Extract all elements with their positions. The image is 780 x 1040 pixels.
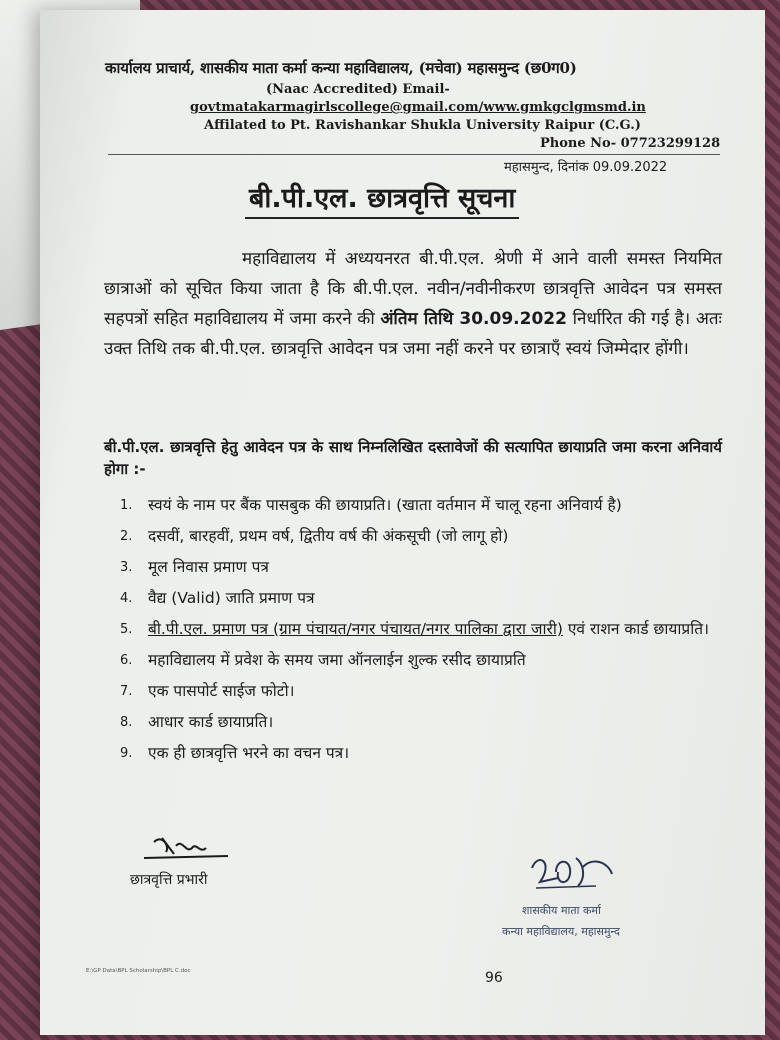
list-item: 2. दसवीं, बारहवीं, प्रथम वर्ष, द्वितीय वर्ष की अंकसूची (जो लागू हो) <box>120 527 509 545</box>
notice-paragraph <box>104 244 722 364</box>
place-date: महासमुन्द, दिनांक 09.09.2022 <box>504 160 668 175</box>
list-item: 5. बी.पी.एल. प्रमाण पत्र (ग्राम पंचायत/नगर पंचायत/नगर पालिका द्वारा जारी) एवं राशन कार्ड छायाप्रति। <box>120 620 709 638</box>
scholarship-incharge-signature <box>140 828 230 864</box>
documents-instruction: बी.पी.एल. छात्रवृत्ति हेतु आवेदन पत्र के साथ निम्नलिखित दस्तावेजों की सत्यापित छायाप्रति जमा करना अनिवार्य होगा :- <box>104 438 722 478</box>
page-number: 96 <box>485 970 503 986</box>
header-divider <box>108 154 720 155</box>
affiliation: Affilated to Pt. Ravishankar Shukla University Raipur (C.G.) <box>204 118 641 133</box>
email-website: govtmatakarmagirlscollege@gmail.com/www.gmkgclgmsmd.in <box>190 100 646 115</box>
paragraph-part2: निर्धारित की गई है। अतः उक्त तिथि तक बी.पी.एल. छात्रवृत्ति आवेदन पत्र जमा नहीं करने पर छात्राएँ स्वयं जिम्मेदार होंगी। <box>104 309 722 359</box>
notice-title: बी.पी.एल. छात्रवृत्ति सूचना <box>245 178 519 219</box>
paragraph-part1: महाविद्यालय में अध्ययनरत बी.पी.एल. श्रेणी में आने वाली समस्त नियमित छात्राओं को सूचित किया जाता है कि बी.पी.एल. नवीन/नवीनीकरण छात्रवृत्ति आवेदन पत्र समस्त सहपत्रों सहित महाविद्यालय में जमा करने की <box>104 249 722 329</box>
last-date: अंतिम तिथि 30.09.2022 <box>380 309 567 329</box>
scholarship-incharge-label: छात्रवृत्ति प्रभारी <box>130 872 208 888</box>
list-item: 9. एक ही छात्रवृत्ति भरने का वचन पत्र। <box>120 744 350 762</box>
list-item: 7. एक पासपोर्ट साईज फोटो। <box>120 682 295 700</box>
documents-list <box>112 494 732 773</box>
college-stamp-line1: शासकीय माता कर्मा <box>522 904 601 917</box>
principal-signature <box>526 848 626 898</box>
list-item: 6. महाविद्यालय में प्रवेश के समय जमा ऑनलाईन शुल्क रसीद छायाप्रति <box>120 651 526 669</box>
file-path-footer: E:\GP Data\BPL Scholarship\BPL C.doc <box>86 968 191 974</box>
phone-number: Phone No- 07723299128 <box>540 136 721 151</box>
list-item: 1. स्वयं के नाम पर बैंक पासबुक की छायाप्रति। (खाता वर्तमान में चालू रहना अनिवार्य है) <box>120 496 622 514</box>
naac-email-label: (Naac Accredited) Email- <box>266 82 450 97</box>
college-office-name: कार्यालय प्राचार्य, शासकीय माता कर्मा कन्या महाविद्यालय, (मचेवा) महासमुन्द (छ0ग0) <box>105 59 577 77</box>
college-stamp-line2: कन्या महाविद्यालय, महासमुन्द <box>502 925 620 938</box>
list-item: 8. आधार कार्ड छायाप्रति। <box>120 713 274 731</box>
list-item: 3. मूल निवास प्रमाण पत्र <box>120 558 269 576</box>
list-item: 4. वैद्य (Valid) जाति प्रमाण पत्र <box>120 589 315 607</box>
